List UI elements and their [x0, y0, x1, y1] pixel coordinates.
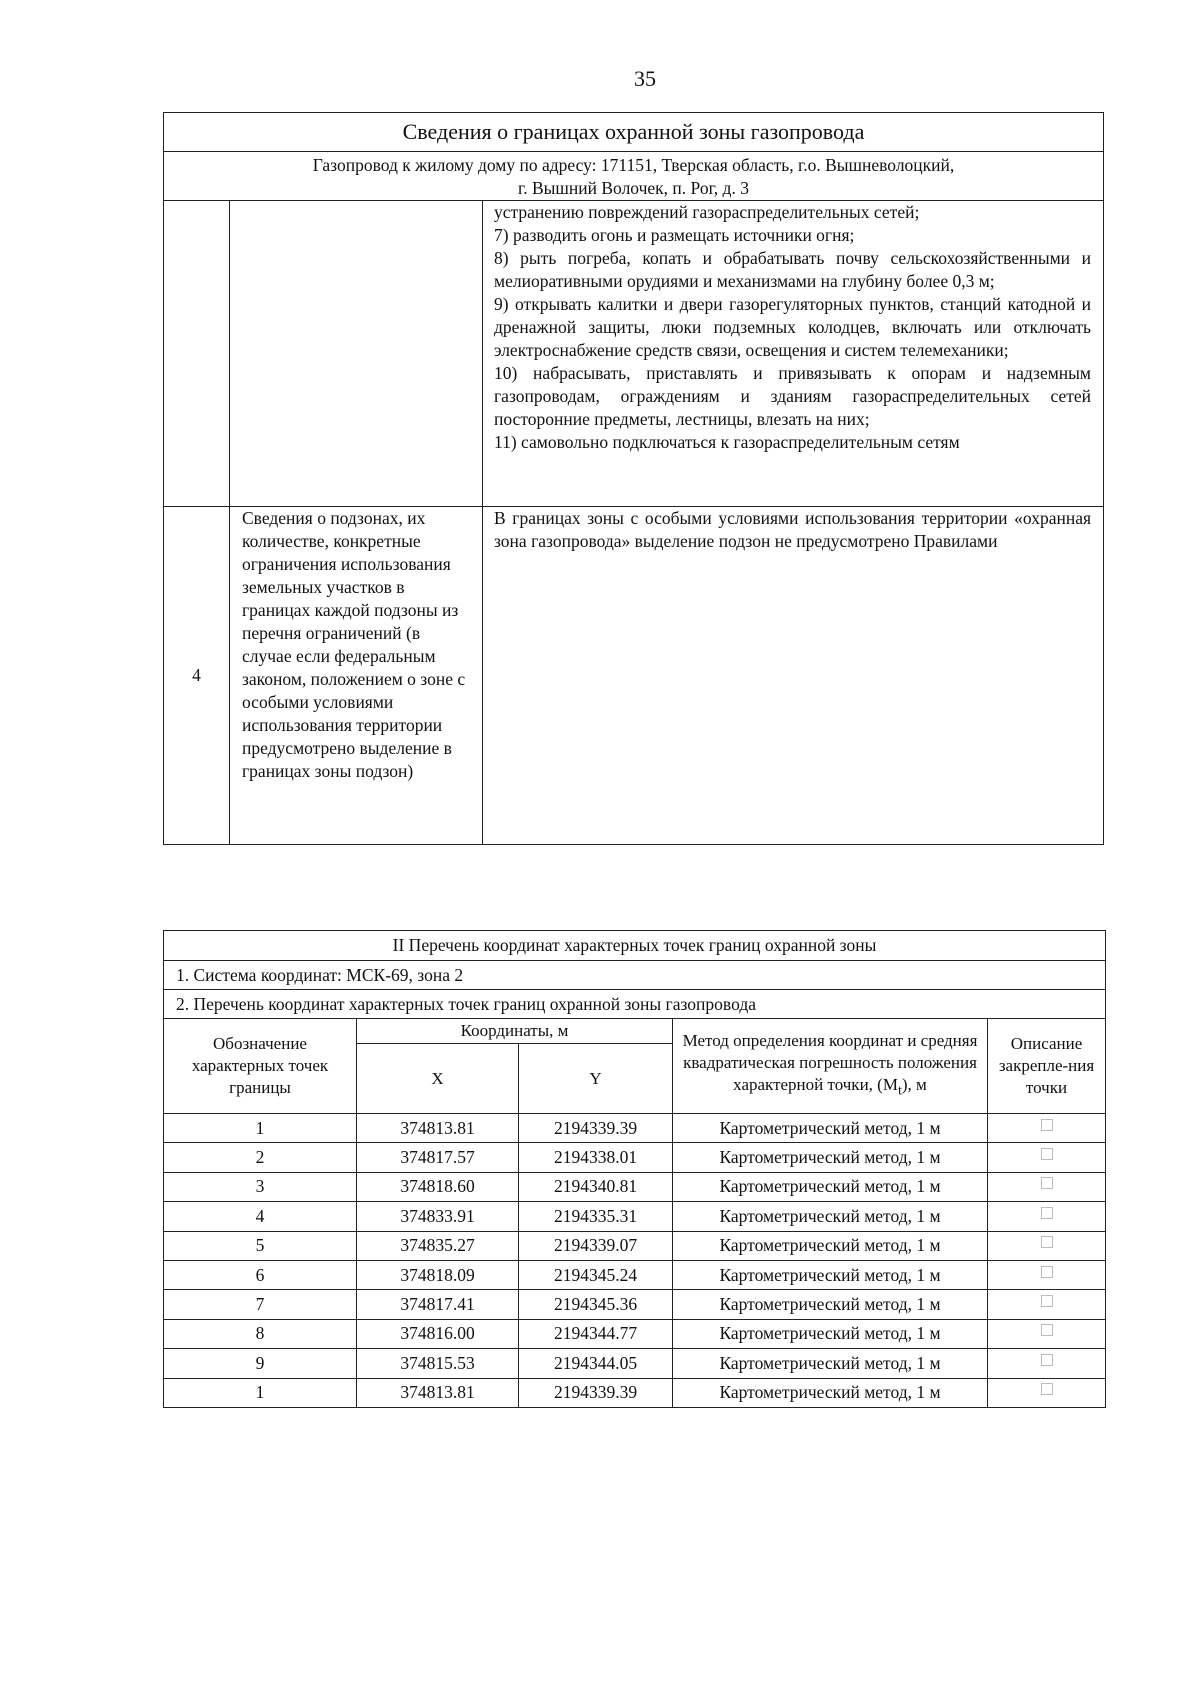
point-cell: 4: [164, 1202, 357, 1231]
row-number: 4: [164, 507, 230, 845]
x-cell: 374835.27: [357, 1231, 519, 1260]
fixing-cell: [988, 1143, 1106, 1172]
checkbox-icon: [1041, 1383, 1053, 1395]
subzones-description: В границах зоны с особыми условиями использования территории «охранная зона газопровода» выделение подзон не предусмотрено Правилами: [483, 507, 1104, 845]
table-row: [164, 1143, 1106, 1172]
coordinates-list-title: 2. Перечень координат характерных точек границ охранной зоны газопровода: [164, 990, 1106, 1019]
table-subtitle: [164, 152, 1104, 201]
restriction-item: устранению повреждений газораспределительных сетей;: [494, 202, 920, 222]
x-cell: 374815.53: [357, 1349, 519, 1378]
point-cell: 6: [164, 1260, 357, 1289]
fixing-cell: [988, 1260, 1106, 1289]
coordinates-table: [163, 930, 1106, 1408]
table-row: [164, 1231, 1106, 1260]
x-cell: 374818.09: [357, 1260, 519, 1289]
checkbox-icon: [1041, 1148, 1053, 1160]
checkbox-icon: [1041, 1119, 1053, 1131]
table-row: [164, 1260, 1106, 1289]
subtitle-line-2: г. Вышний Волочек, п. Рог, д. 3: [518, 178, 749, 198]
method-cell: Картометрический метод, 1 м: [673, 1231, 988, 1260]
zone-info-table: [163, 112, 1104, 845]
y-cell: 2194339.39: [519, 1114, 673, 1143]
table-title: Сведения о границах охранной зоны газопровода: [164, 113, 1104, 152]
checkbox-icon: [1041, 1295, 1053, 1307]
table-row: [164, 1290, 1106, 1319]
header-method-text: Метод определения координат и средняя квадратическая погрешность положения характерной точки, (M: [682, 1031, 978, 1095]
y-cell: 2194344.77: [519, 1319, 673, 1348]
restriction-item: 11) самовольно подключаться к газораспределительным сетям: [494, 432, 960, 452]
fixing-cell: [988, 1290, 1106, 1319]
method-cell: Картометрический метод, 1 м: [673, 1349, 988, 1378]
point-cell: 1: [164, 1114, 357, 1143]
header-y: Y: [519, 1044, 673, 1114]
checkbox-icon: [1041, 1177, 1053, 1189]
y-cell: 2194338.01: [519, 1143, 673, 1172]
point-cell: 7: [164, 1290, 357, 1319]
coordinates-section-title: II Перечень координат характерных точек границ охранной зоны: [164, 931, 1106, 961]
method-cell: Картометрический метод, 1 м: [673, 1260, 988, 1289]
method-cell: Картометрический метод, 1 м: [673, 1378, 988, 1407]
point-cell: 5: [164, 1231, 357, 1260]
checkbox-icon: [1041, 1236, 1053, 1248]
checkbox-icon: [1041, 1354, 1053, 1366]
header-method-subscript: t: [897, 1082, 902, 1099]
header-coordinates: Координаты, м: [357, 1019, 673, 1044]
subtitle-line-1: Газопровод к жилому дому по адресу: 171151, Тверская область, г.о. Вышневолоцкий,: [312, 155, 955, 175]
header-x: X: [357, 1044, 519, 1114]
restriction-item: 9) открывать калитки и двери газорегуляторных пунктов, станций катодной и дренажной защиты, люки подземных колодцев, включать или отключать электроснабжение средств связи, освещения и систем телемеханики;: [494, 294, 1092, 360]
method-cell: Картометрический метод, 1 м: [673, 1143, 988, 1172]
y-cell: 2194335.31: [519, 1202, 673, 1231]
header-method: [673, 1019, 988, 1114]
method-cell: Картометрический метод, 1 м: [673, 1319, 988, 1348]
fixing-cell: [988, 1114, 1106, 1143]
y-cell: 2194345.24: [519, 1260, 673, 1289]
fixing-cell: [988, 1319, 1106, 1348]
restriction-item: 7) разводить огонь и размещать источники огня;: [494, 225, 855, 245]
fixing-cell: [988, 1231, 1106, 1260]
coordinate-system: 1. Система координат: МСК-69, зона 2: [164, 961, 1106, 990]
x-cell: 374818.60: [357, 1172, 519, 1201]
table-row: [164, 1114, 1106, 1143]
checkbox-icon: [1041, 1207, 1053, 1219]
page-number: 35: [634, 66, 656, 91]
checkbox-icon: [1041, 1324, 1053, 1336]
point-cell: 2: [164, 1143, 357, 1172]
x-cell: 374817.57: [357, 1143, 519, 1172]
x-cell: 374813.81: [357, 1378, 519, 1407]
y-cell: 2194339.39: [519, 1378, 673, 1407]
x-cell: 374813.81: [357, 1114, 519, 1143]
point-cell: 8: [164, 1319, 357, 1348]
table-row: [164, 1349, 1106, 1378]
method-cell: Картометрический метод, 1 м: [673, 1172, 988, 1201]
method-cell: Картометрический метод, 1 м: [673, 1290, 988, 1319]
table-row: [164, 1378, 1106, 1407]
restriction-item: 10) набрасывать, приставлять и привязывать к опорам и надземным газопроводам, ограждениям и зданиям газораспределительных сетей посторонние предметы, лестницы, влезать на них;: [494, 363, 1092, 429]
x-cell: 374833.91: [357, 1202, 519, 1231]
checkbox-icon: [1041, 1266, 1053, 1278]
restrictions-continued: [483, 201, 1104, 507]
table-row: [164, 1319, 1106, 1348]
header-method-unit: ), м: [901, 1075, 927, 1095]
y-cell: 2194340.81: [519, 1172, 673, 1201]
method-cell: Картометрический метод, 1 м: [673, 1114, 988, 1143]
fixing-cell: [988, 1172, 1106, 1201]
header-point: Обозначение характерных точек границы: [164, 1019, 357, 1114]
method-cell: Картометрический метод, 1 м: [673, 1202, 988, 1231]
fixing-cell: [988, 1378, 1106, 1407]
table-row: [164, 1172, 1106, 1201]
point-cell: 9: [164, 1349, 357, 1378]
fixing-cell: [988, 1349, 1106, 1378]
subzones-label: Сведения о подзонах, их количестве, конкретные ограничения использования земельных участков в границах каждой подзоны из перечня ограничений (в случае если федеральным законом, положением о зоне с особыми условиями использования территории предусмотрено выделение в границах зоны подзон): [230, 507, 483, 845]
y-cell: 2194339.07: [519, 1231, 673, 1260]
row-label-empty: [230, 201, 483, 507]
point-cell: 3: [164, 1172, 357, 1201]
coordinate-rows: [164, 1114, 1106, 1408]
restriction-item: 8) рыть погреба, копать и обрабатывать почву сельскохозяйственными и мелиоративными орудиями и механизмами на глубину более 0,3 м;: [494, 248, 1092, 291]
y-cell: 2194345.36: [519, 1290, 673, 1319]
point-cell: 1: [164, 1378, 357, 1407]
row-number-empty: [164, 201, 230, 507]
table-row: [164, 1202, 1106, 1231]
x-cell: 374816.00: [357, 1319, 519, 1348]
header-fixing: Описание закрепле-ния точки: [988, 1019, 1106, 1114]
y-cell: 2194344.05: [519, 1349, 673, 1378]
x-cell: 374817.41: [357, 1290, 519, 1319]
fixing-cell: [988, 1202, 1106, 1231]
